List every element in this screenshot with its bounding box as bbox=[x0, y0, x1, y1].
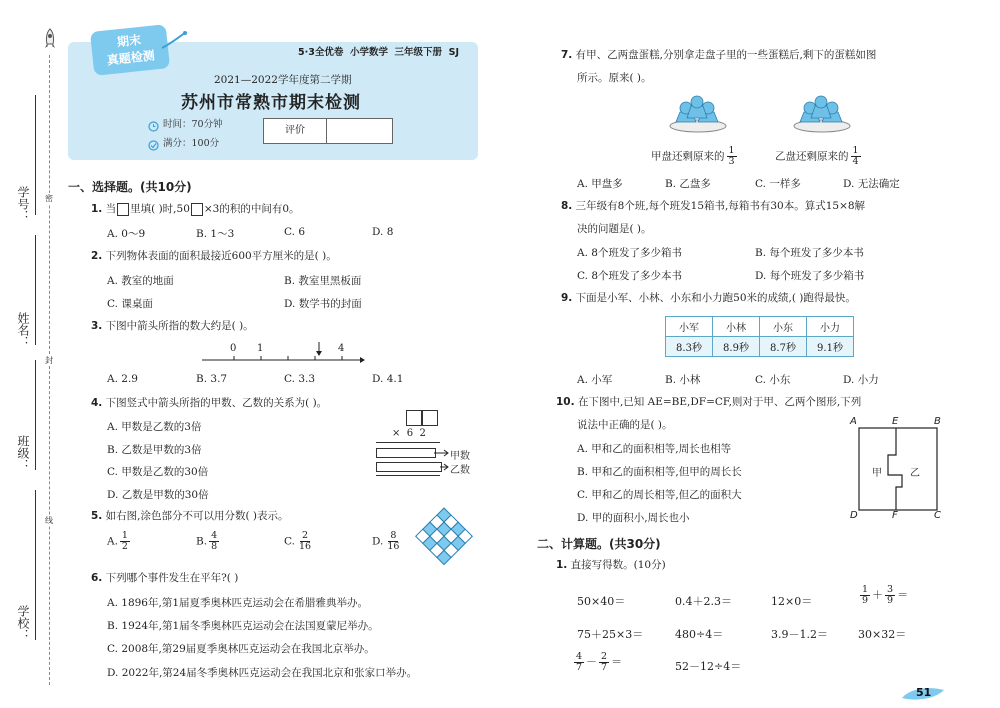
frac-num: 1 bbox=[862, 584, 869, 595]
q2-option-d[interactable]: D. 数学书的封面 bbox=[284, 298, 362, 310]
q10-option-b[interactable]: B. 甲和乙的面积相等,但甲的周长长 bbox=[577, 466, 742, 478]
q6-text: 下列哪个事件发生在平年?( ) bbox=[105, 572, 239, 584]
q6-option-d[interactable]: D. 2022年,第24届冬季奥林匹克运动会在我国北京和张家口举办。 bbox=[107, 667, 418, 679]
q7-text-2: 所示。原来( )。 bbox=[577, 72, 652, 84]
clock-icon bbox=[148, 117, 159, 136]
table-cell: 8.3秒 bbox=[666, 337, 713, 357]
tick-0: 0 bbox=[230, 343, 237, 354]
q7-cap-a-num: 1 bbox=[728, 145, 735, 156]
page-title: 苏州市常熟市期末检测 bbox=[181, 93, 361, 113]
section2-title: 二、计算题。(共30分) bbox=[537, 537, 661, 551]
q5-c-num: 2 bbox=[302, 530, 309, 541]
q7-cap-b-den: 4 bbox=[852, 156, 859, 167]
calc-item: 3.9－1.2＝ bbox=[771, 628, 828, 641]
q5-option-b[interactable] bbox=[196, 531, 221, 552]
frac-num: 4 bbox=[576, 651, 583, 662]
q5-number: 5. bbox=[91, 510, 103, 522]
cake-plate-a bbox=[668, 94, 728, 138]
q10-option-a[interactable]: A. 甲和乙的面积相等,周长也相等 bbox=[577, 443, 732, 455]
q10-option-d[interactable]: D. 甲的面积小,周长也小 bbox=[577, 512, 690, 524]
class-line bbox=[35, 360, 36, 470]
label-jia: 甲 bbox=[872, 468, 882, 479]
calc-item: 52－12÷4＝ bbox=[675, 660, 742, 673]
q2-text: 下列物体表面的面积最接近600平方厘米的是( )。 bbox=[105, 250, 337, 262]
q8-text-2: 决的问题是( )。 bbox=[577, 223, 652, 235]
question-4 bbox=[91, 396, 327, 410]
question-9 bbox=[561, 291, 856, 305]
q3-number: 3. bbox=[91, 320, 103, 332]
q3-option-a[interactable]: A. 2.9 bbox=[107, 373, 138, 385]
q5-b-num: 4 bbox=[211, 530, 218, 541]
frac-num: 3 bbox=[887, 584, 894, 595]
tick-1: 1 bbox=[257, 343, 264, 354]
q1-option-b[interactable]: B. 1～3 bbox=[196, 228, 235, 240]
dashed-cut-line bbox=[49, 55, 50, 685]
binding-margin bbox=[0, 0, 62, 708]
q1-option-d[interactable]: D. 8 bbox=[372, 226, 394, 238]
q2-option-a[interactable]: A. 教室的地面 bbox=[107, 275, 174, 287]
mult-row: × 6 2 bbox=[392, 428, 426, 439]
diamond-grid-figure bbox=[414, 506, 474, 570]
q7-option-b[interactable]: B. 乙盘多 bbox=[665, 178, 711, 190]
evaluation-label: 评价 bbox=[264, 119, 327, 143]
frac-den: 7 bbox=[576, 662, 583, 673]
table-cell: 小东 bbox=[760, 317, 807, 337]
operator: ＋ bbox=[872, 588, 884, 602]
q5-b-letter: B. bbox=[196, 535, 208, 548]
q7-cap-a-text: 甲盘还剩原来的 bbox=[651, 150, 725, 163]
q7-text-1: 有甲、乙两盘蛋糕,分别拿走盘子里的一些蛋糕后,剩下的蛋糕如图 bbox=[575, 49, 877, 61]
q4-option-b[interactable]: B. 乙数是甲数的3倍 bbox=[107, 444, 202, 456]
q5-option-a[interactable] bbox=[107, 531, 132, 552]
q5-d-letter: D. bbox=[372, 535, 384, 548]
q1-text-end: ×3的积的中间有0。 bbox=[203, 203, 300, 215]
q6-number: 6. bbox=[91, 572, 103, 584]
q7-option-d[interactable]: D. 无法确定 bbox=[843, 178, 900, 190]
calc-item: 50×40＝ bbox=[577, 595, 626, 608]
q8-option-c[interactable]: C. 8个班发了多少本书 bbox=[577, 270, 683, 282]
swoosh-icon bbox=[160, 30, 188, 54]
calc-item: 12×0＝ bbox=[771, 595, 813, 608]
cake-plate-b bbox=[792, 94, 852, 138]
q3-text: 下图中箭头所指的数大约是( )。 bbox=[105, 320, 254, 332]
calc-sub-1 bbox=[556, 558, 666, 572]
q5-c-den: 16 bbox=[299, 541, 312, 552]
q7-cap-b-text: 乙盘还剩原来的 bbox=[775, 150, 849, 163]
q1-number: 1. bbox=[91, 203, 103, 215]
q1-text-pre: 当 bbox=[105, 203, 117, 215]
q5-c-letter: C. bbox=[284, 535, 295, 548]
q9-option-b[interactable]: B. 小林 bbox=[665, 374, 701, 386]
q5-a-letter: A. bbox=[107, 535, 118, 548]
label-c: C bbox=[934, 510, 941, 521]
q9-option-c[interactable]: C. 小东 bbox=[755, 374, 791, 386]
check-icon bbox=[148, 136, 159, 155]
q2-option-b[interactable]: B. 教室里黑板面 bbox=[284, 275, 362, 287]
exam-time: 时间：70分钟 bbox=[163, 119, 223, 130]
calc-item: 0.4＋2.3＝ bbox=[675, 595, 732, 608]
q5-d-num: 8 bbox=[390, 530, 397, 541]
q4-text: 下图竖式中箭头所指的甲数、乙数的关系为( )。 bbox=[105, 397, 328, 409]
q4-option-c[interactable]: C. 甲数是乙数的30倍 bbox=[107, 466, 209, 478]
q7-number: 7. bbox=[561, 49, 573, 61]
frac-den: 9 bbox=[862, 595, 869, 606]
q5-b-den: 8 bbox=[211, 541, 218, 552]
calc-item: 30×32＝ bbox=[858, 628, 907, 641]
vertical-multiplication bbox=[372, 410, 482, 480]
question-3 bbox=[91, 319, 254, 333]
q1-blank-box bbox=[117, 203, 129, 216]
equals: ＝ bbox=[611, 655, 623, 669]
q7-caption-b bbox=[775, 146, 863, 167]
q5-a-num: 1 bbox=[121, 530, 128, 541]
q5-option-d[interactable] bbox=[372, 531, 403, 552]
q7-option-c[interactable]: C. 一样多 bbox=[755, 178, 801, 190]
tag-line-1: 期末 bbox=[116, 32, 142, 50]
section1-title: 一、选择题。(共10分) bbox=[68, 180, 192, 194]
q3-option-b[interactable]: B. 3.7 bbox=[196, 373, 228, 385]
question-10 bbox=[556, 395, 861, 409]
q1-text-post: 里填( )时,50 bbox=[130, 203, 190, 215]
q9-option-a[interactable]: A. 小军 bbox=[577, 374, 613, 386]
evaluation-box bbox=[263, 118, 393, 144]
q5-option-c[interactable] bbox=[284, 531, 315, 552]
label-f: F bbox=[892, 510, 898, 521]
q7-cap-a-den: 3 bbox=[728, 156, 735, 167]
name-label: 姓名： bbox=[16, 312, 30, 348]
page-number-badge bbox=[900, 684, 946, 702]
calc-item-fraction-diff bbox=[572, 652, 622, 673]
q4-number: 4. bbox=[91, 397, 103, 409]
label-e: E bbox=[892, 416, 899, 427]
q2-number: 2. bbox=[91, 250, 103, 262]
question-1 bbox=[91, 202, 300, 216]
q9-number: 9. bbox=[561, 292, 573, 304]
running-times-table bbox=[665, 316, 854, 357]
seal-mark-1: 密 bbox=[45, 194, 53, 203]
class-label: 班级： bbox=[16, 435, 30, 471]
calc-sub-1-text: 直接写得数。(10分) bbox=[570, 559, 666, 571]
question-8 bbox=[561, 199, 865, 213]
label-a: A bbox=[850, 416, 857, 427]
q6-option-c[interactable]: C. 2008年,第29届夏季奥林匹克运动会在我国北京举办。 bbox=[107, 643, 375, 655]
calc-item-fraction-sum bbox=[858, 585, 908, 606]
student-no-line bbox=[35, 95, 36, 215]
table-cell: 8.9秒 bbox=[713, 337, 760, 357]
q6-option-a[interactable]: A. 1896年,第1届夏季奥林匹克运动会在希腊雅典举办。 bbox=[107, 597, 368, 609]
q6-option-b[interactable]: B. 1924年,第1届冬季奥林匹克运动会在法国夏蒙尼举办。 bbox=[107, 620, 379, 632]
table-cell: 小力 bbox=[807, 317, 854, 337]
series-line: 5·3全优卷 小学数学 三年级下册 SJ bbox=[298, 47, 460, 58]
school-label: 学校： bbox=[16, 605, 30, 641]
question-2 bbox=[91, 249, 337, 263]
frac-den: 9 bbox=[887, 595, 894, 606]
calc-item: 75＋25×3＝ bbox=[577, 628, 644, 641]
table-row bbox=[666, 317, 854, 337]
label-yi: 乙 bbox=[910, 468, 920, 479]
q10-text-1: 在下图中,已知 AE=BE,DF=CF,则对于甲、乙两个图形,下列 bbox=[577, 396, 862, 408]
q9-option-d[interactable]: D. 小力 bbox=[843, 374, 879, 386]
q7-cap-b-num: 1 bbox=[852, 145, 859, 156]
question-7 bbox=[561, 48, 876, 62]
seal-mark-2: 封 bbox=[45, 356, 53, 365]
q7-caption-a bbox=[651, 146, 739, 167]
tag-line-2: 真题检测 bbox=[106, 48, 156, 68]
label-b: B bbox=[934, 416, 941, 427]
table-cell: 9.1秒 bbox=[807, 337, 854, 357]
q1-option-c[interactable]: C. 6 bbox=[284, 226, 306, 238]
q3-option-d[interactable]: D. 4.1 bbox=[372, 373, 404, 385]
jia-label: 甲数 bbox=[450, 451, 470, 462]
q1-option-a[interactable]: A. 0～9 bbox=[107, 228, 146, 240]
calc-sub-1-number: 1. bbox=[556, 559, 568, 571]
q1-blank-box-2 bbox=[191, 203, 203, 216]
q5-d-den: 16 bbox=[387, 541, 400, 552]
q10-text-2: 说法中正确的是( )。 bbox=[577, 419, 673, 431]
tick-4: 4 bbox=[338, 343, 345, 354]
q10-number: 10. bbox=[556, 396, 575, 408]
name-line bbox=[35, 235, 36, 345]
q9-text: 下面是小军、小林、小东和小力跑50米的成绩,( )跑得最快。 bbox=[575, 292, 856, 304]
number-line bbox=[200, 340, 365, 374]
q2-option-c[interactable]: C. 课桌面 bbox=[107, 298, 153, 310]
school-year: 2021—2022学年度第二学期 bbox=[214, 74, 352, 86]
seal-mark-3: 线 bbox=[45, 516, 53, 525]
question-5 bbox=[91, 509, 289, 523]
q3-option-c[interactable]: C. 3.3 bbox=[284, 373, 316, 385]
frac-num: 2 bbox=[601, 651, 608, 662]
q5-a-den: 2 bbox=[121, 541, 128, 552]
q5-text: 如右图,涂色部分不可以用分数( )表示。 bbox=[105, 510, 289, 522]
student-no-label: 学号： bbox=[16, 186, 30, 222]
q8-option-a[interactable]: A. 8个班发了多少箱书 bbox=[577, 247, 682, 259]
yi-label: 乙数 bbox=[450, 465, 470, 476]
question-6 bbox=[91, 571, 238, 585]
q8-number: 8. bbox=[561, 200, 573, 212]
rocket-icon bbox=[44, 28, 56, 50]
q8-text-1: 三年级有8个班,每个班发15箱书,每箱书有30本。算式15×8解 bbox=[575, 200, 866, 212]
label-d: D bbox=[850, 510, 858, 521]
equals: ＝ bbox=[897, 588, 909, 602]
page-number: 51 bbox=[916, 686, 932, 699]
q8-option-d[interactable]: D. 每个班发了多少箱书 bbox=[755, 270, 865, 282]
q4-option-a[interactable]: A. 甲数是乙数的3倍 bbox=[107, 421, 202, 433]
q7-option-a[interactable]: A. 甲盘多 bbox=[577, 178, 623, 190]
q8-option-b[interactable]: B. 每个班发了多少本书 bbox=[755, 247, 864, 259]
table-row bbox=[666, 337, 854, 357]
table-cell: 小林 bbox=[713, 317, 760, 337]
table-cell: 8.7秒 bbox=[760, 337, 807, 357]
rectangle-figure bbox=[848, 416, 948, 522]
table-cell: 小军 bbox=[666, 317, 713, 337]
q10-option-c[interactable]: C. 甲和乙的周长相等,但乙的面积大 bbox=[577, 489, 742, 501]
operator: － bbox=[586, 655, 598, 669]
q4-option-d[interactable]: D. 乙数是甲数的30倍 bbox=[107, 489, 209, 501]
frac-den: 7 bbox=[601, 662, 608, 673]
exam-tag bbox=[90, 24, 170, 76]
calc-item: 480÷4＝ bbox=[675, 628, 724, 641]
exam-score: 满分：100分 bbox=[163, 138, 220, 149]
evaluation-field[interactable] bbox=[327, 119, 392, 143]
school-line bbox=[35, 490, 36, 640]
